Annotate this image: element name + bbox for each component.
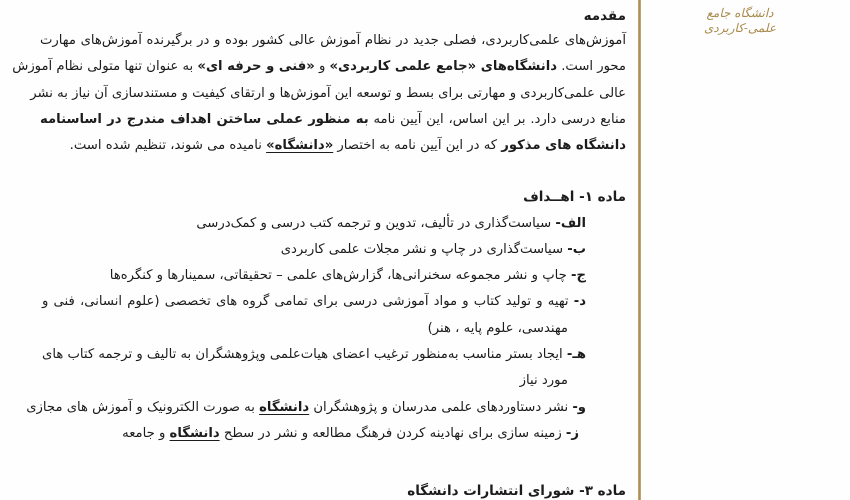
item-text: چاپ و نشر مجموعه سخنرانی‌ها، گزارش‌های علمی – تحقیقاتی، سمینارها و کنگره‌ها [109,268,572,283]
item-text: نشر دستاوردهای علمی مدرسان و پژوهشگران [309,400,573,415]
item-label: الف- [555,216,586,231]
intro-bold: دانشگاه های مذکور [501,138,626,153]
item-label: ج- [571,268,586,283]
goal-item-he-continued: مورد نیاز [519,373,568,388]
intro-line-5 [70,136,626,156]
university-term: دانشگاه [259,400,310,415]
intro-line-4 [40,110,626,130]
intro-bold: دانشگاه‌های «جامع علمی کاربردی» [329,59,557,74]
item-text: سیاست‌گذاری در چاپ و نشر مجلات علمی کاربردی [280,242,568,257]
item-text: ایجاد بستر مناسب به‌منظور ترغیب اعضای هیات‌علمی وپژوهشگران به تالیف و ترجمه کتاب های [42,347,567,362]
goal-item-ze [122,424,579,444]
document-body [12,0,626,500]
intro-text: که در این آیین نامه به اختصار [333,138,502,153]
goal-item-dal [42,292,586,312]
intro-text: به عنوان تنها متولی نظام آموزش [12,59,198,74]
intro-text: محور است. [557,59,626,74]
item-label: د- [573,294,586,309]
item-label: و- [572,400,586,415]
goal-item-jim [110,266,586,286]
logo-line-2: علمی-کاربردی [704,21,776,35]
goal-item-he [42,345,586,365]
intro-heading: مقدمه [583,8,626,24]
goal-item-vav [26,398,586,418]
goal-item-be [281,240,586,260]
intro-text: نامیده می شوند، تنظیم شده است. [69,138,267,153]
item-label: ز- [565,426,579,441]
intro-line-2 [12,57,626,77]
item-text: تهیه و تولید کتاب و مواد آموزشی درسی برای تمامی گروه های تخصصی (علوم انسانی، فنی و [42,294,574,309]
item-label: هـ- [566,347,586,362]
intro-line-1: آموزش‌های علمی‌کاربردی، فصلی جدید در نظام آموزش عالی کشور بوده و در برگیرنده آموزش‌های مهارت [40,33,626,48]
article-3-heading: ماده ۳- شورای انتشارات دانشگاه [407,483,626,499]
intro-line-3: عالی علمی‌کاربردی و مهارتی برای بسط و توسعه این آموزش‌ها و ارتقای کیفیت و مستندسازی آن نیاز به نشر [30,86,626,101]
intro-text: و [314,59,330,74]
item-text: زمینه سازی برای نهادینه کردن فرهنگ مطالعه و نشر در سطح [219,426,566,441]
intro-bold: به منظور عملی ساختن اهداف مندرج در اساسنامه [40,112,369,127]
item-text: و جامعه [122,426,170,441]
item-text: سیاست‌گذاری در تألیف، تدوین و ترجمه کتب درسی و کمک‌درسی [196,216,556,231]
item-text: به صورت الکترونیک و آموزش های مجازی [26,400,260,415]
logo-line-1: دانشگاه جامع [706,6,774,20]
university-term: دانشگاه [169,426,220,441]
goal-item-alef [196,214,586,234]
university-logo [695,6,785,36]
goal-item-dal-continued: مهندسی، علوم پایه ، هنر) [427,321,568,336]
intro-text: منابع درسی دارد. بر این اساس، این آیین نامه [368,112,626,127]
university-term: «دانشگاه» [266,138,334,153]
margin-rule [638,0,641,500]
item-label: ب- [567,242,586,257]
intro-bold: «فنی و حرفه ای» [197,59,315,74]
article-1-heading: ماده ۱- اهــداف [523,189,626,205]
